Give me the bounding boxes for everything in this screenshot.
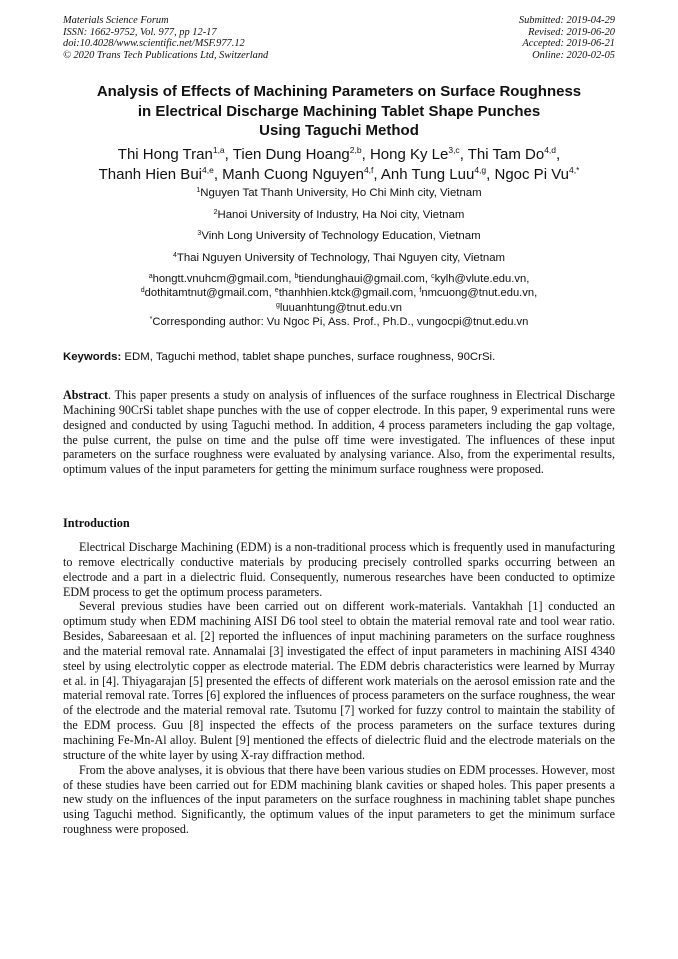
copyright-line: © 2020 Trans Tech Publications Ltd, Switzerland [63, 49, 269, 61]
affiliation: $^4$Thai Nguyen University of Technology, Thai Nguyen city, Vietnam [172, 252, 506, 264]
abstract [63, 388, 615, 477]
section-heading-introduction: Introduction [63, 516, 130, 530]
author: Anh Tung Luu$^{4,g}$ [380, 164, 487, 183]
author: Thi Tam Do$^{4,d}$ [467, 145, 557, 163]
submission-dates [519, 15, 615, 61]
abstract-label: Abstract [63, 388, 109, 402]
abstract-text: . This paper presents a study on analysis of influences of the surface roughness in Electrical Discharge Machining 90CrSi tablet shape punches with the use of copper electrode. In this paper, 9 experimental runs were designed and conducted by using Taguchi method. In addition, 4 process parameters including the gap voltage, the pulse current, the pulse on time and the pulse off time were investigated. The influences of these input parameters on the surface roughness were evaluated by analysing variance. Also, from the experimental results, optimum values of the input parameters for getting the minimum surface roughness were proposed. [63, 388, 615, 477]
email: luuanhtung@tnut.edu.vn [279, 301, 402, 314]
journal-name: Materials Science Forum [63, 15, 169, 26]
email-line: $^g$luuanhtung@tnut.edu.vn [276, 301, 402, 314]
keywords-label: Keywords: [63, 351, 122, 363]
author: Hong Ky Le$^{3,c}$ [369, 145, 460, 163]
author: Tien Dung Hoang$^{2,b}$ [232, 145, 362, 163]
online-date: Online: 2020-02-05 [532, 49, 615, 61]
email: dothitamtnut@gmail.com [144, 287, 269, 300]
email-line: $^d$dothitamtnut@gmail.com, $^e$thanhhien.ktck@gmail.com, $^f$nmcuong@tnut.edu.vn, [140, 287, 538, 300]
doi-line: doi:10.4028/www.scientific.net/MSF.977.12 [63, 38, 245, 50]
introduction-body [63, 540, 615, 837]
title-line: Using Taguchi Method [259, 122, 419, 139]
title-line: in Electrical Discharge Machining Tablet Shape Punches [137, 102, 541, 120]
paper-title [40, 82, 638, 141]
affiliation: $^1$Nguyen Tat Thanh University, Ho Chi Minh city, Vietnam [196, 187, 482, 199]
paragraph: Several previous studies have been carried out on different work-materials. Vantakhah [1] conducted an optimum study when EDM machining AISI D6 tool steel to obtain the material removal rate and tool wear ratio. Besides, Sabareesaan et al. [2] reported the influences of input machining parameters on the surface roughness and the material removal rate. Annamalai [3] investigated the effect of input parameters in machining AISI 4340 steel by using electrolytic copper as electrode material. The EDM debris characteristics were learned by Murray et al. in [4]. Thiyagarajan [5] presented the effects of different work materials on the aerosol emission rate and the material removal rate. Torres [6] explored the influences of process parameters on the surface roughness, the wear of the electrode and the material removal rate. Tsutomu [7] worked for fuzzy control to maintain the stability of the EDM process. Guu [8] inspected the effects of the process parameters on the surface textures during machining Fe-Mn-Al alloy. Bulent [9] mentioned the effects of dielectric fluid and the electrode materials on the structure of the white layer by using X-ray diffraction method. [63, 599, 615, 762]
email: thanhhien.ktck@gmail.com [278, 287, 414, 300]
journal-info [63, 15, 268, 61]
keywords-text: EDM, Taguchi method, tablet shape punches, surface roughness, 90CrSi. [124, 351, 496, 363]
accepted-date: Accepted: 2019-06-21 [522, 38, 615, 50]
author-list: Thi Hong Tran$^{1,a}$, Tien Dung Hoang$^{2,b}$, Hong Ky Le$^{3,c}$, Thi Tam Do$^{4,d}$, Thanh Hien Bui$^{4,e}$, Manh Cuong Nguyen$^{4,f}$, Anh Tung Luu$^{4,g}$, Ngoc Pi $Vu^{4,*}$ [98, 145, 580, 183]
affiliation: $^2$Hanoi University of Industry, Ha Noi city, Vietnam [213, 209, 465, 221]
paragraph: Electrical Discharge Machining (EDM) is a non-traditional process which is frequently used in manufacturing to remove electrically conductive materials by producing precisely controlled sparks occurring between an electrode and a part in a dielectric fluid. Consequently, numerous researches have been conducted to optimize EDM process to get the optimum process parameters. [63, 540, 615, 599]
keywords [63, 350, 615, 364]
email: nmcuong@tnut.edu.vn [421, 287, 535, 300]
author: Thi Hong Tran$^{1,a}$ [117, 145, 225, 163]
author: Manh Cuong Nguyen$^{4,f}$ [222, 164, 374, 183]
revised-date: Revised: 2019-06-20 [528, 26, 615, 38]
affiliation: $^3$Vinh Long University of Technology Education, Vietnam [197, 230, 481, 242]
issn-line: ISSN: 1662-9752, Vol. 977, pp 12-17 [63, 26, 217, 38]
paragraph: From the above analyses, it is obvious that there have been various studies on EDM processes. However, most of these studies have been carried out for EDM machining blank cavities or shaped holes. This paper presents a new study on the influences of the input parameters on the surface roughness in machining tablet shape punches using Taguchi method. Significantly, the optimum values of the input parameters to get the minimum surface roughness were proposed. [63, 762, 615, 837]
author-emails [30, 272, 648, 330]
email-line: $^a$hongtt.vnuhcm@gmail.com, $^b$tiendunghaui@gmail.com, $^c$kylh@vlute.edu.vn, [148, 273, 530, 285]
submitted-date: Submitted: 2019-04-29 [518, 15, 615, 26]
author: Thanh Hien Bui$^{4,e}$ [98, 164, 214, 183]
email: tiendunghaui@gmail.com [298, 273, 425, 285]
corresponding-author: *Corresponding author: Vu Ngoc Pi, Ass. Prof., Ph.D., vungocpi@tnut.edu.vn [149, 316, 529, 329]
author: Ngoc Pi $Vu^{4,*}$ [494, 164, 580, 183]
title-line: Analysis of Effects of Machining Parameters on Surface Roughness [96, 83, 582, 100]
email: hongtt.vnuhcm@gmail.com [152, 273, 289, 285]
email: kylh@vlute.edu.vn [434, 273, 527, 285]
